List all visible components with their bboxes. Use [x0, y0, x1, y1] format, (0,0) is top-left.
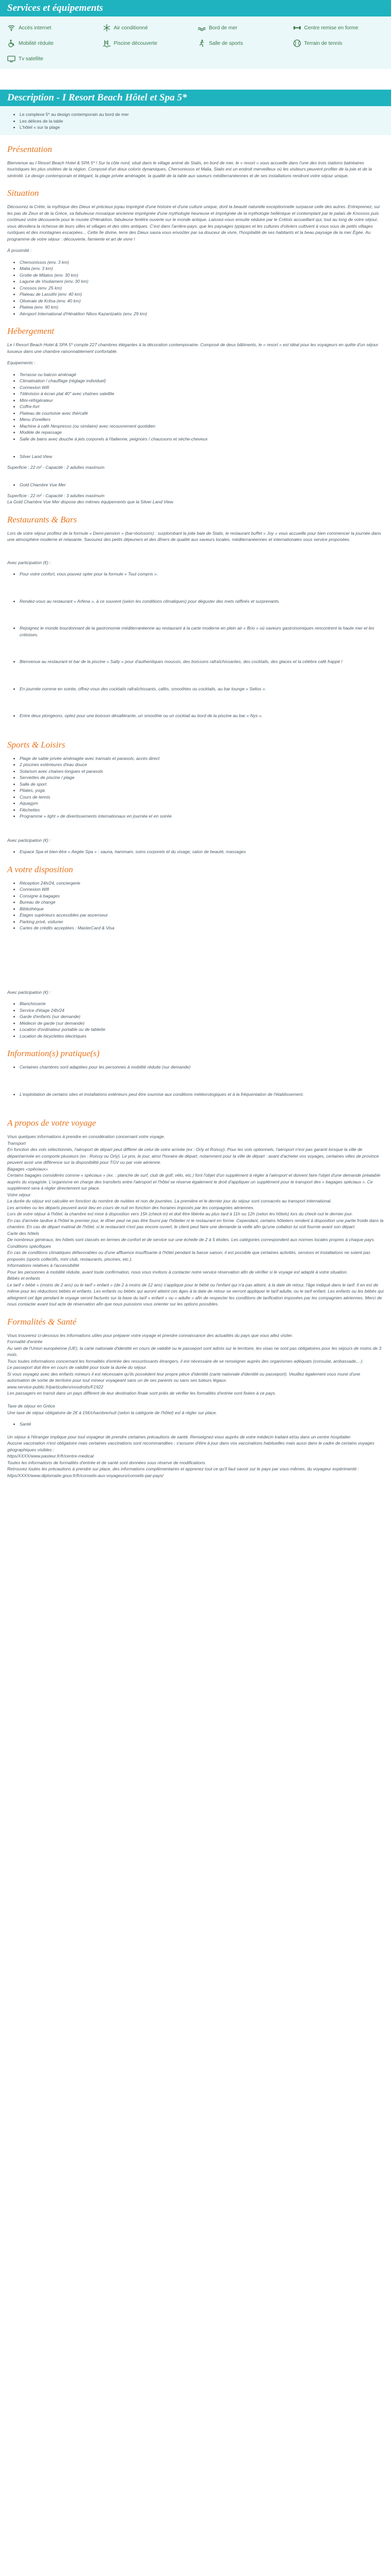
service-label: Centre remise en forme [304, 25, 359, 31]
proximity-label: À proximité : [7, 248, 32, 253]
description-bullet: • L'hôtel « sur la plage [20, 124, 384, 131]
service-label: Air conditionné [113, 25, 148, 31]
restaurant-item: • En journée comme en soirée, offrez-vous des cocktails rafraîchissants, cafés, smoothies ou cocktails, au bar lounge « Selios ». [20, 686, 384, 692]
disposition-item: • Parking privé, voiturier [20, 919, 384, 925]
disposition-list [7, 880, 384, 931]
description-bullets [7, 111, 384, 131]
room-block [7, 482, 384, 505]
disposition-item: • Réception 24h/24, conciergerie [20, 880, 384, 887]
equipement-item: • Terrasse ou balcon aménagé [20, 371, 384, 378]
disposition-item: • Consigne à bagages [20, 893, 384, 900]
formalites-title: Formalités & Santé [7, 1316, 77, 1327]
services-panel [0, 16, 391, 69]
disposition-item: • Cartes de crédits acceptées : MasterCard & Visa [20, 925, 384, 931]
pool-icon [103, 39, 111, 47]
place-item: • Grotte de Milatos (env. 30 km) [20, 272, 384, 279]
service-item [7, 24, 99, 32]
disposition-extra-item: • Garde d'enfants (sur demande) [20, 1013, 384, 1020]
places-list [7, 259, 384, 317]
disposition-extra-item: • Location de bicyclettes électriques [20, 1033, 384, 1040]
wave-icon [198, 24, 206, 32]
restaurant-item: • Entre deux plongeons, optez pour une boisson désaltérante, un smoothie ou un cocktail au bord de la piscine au bar « Nyx ». [20, 713, 384, 719]
room-name: • Gold Chambre Vue Mer [20, 482, 384, 488]
service-item [198, 39, 289, 47]
disposition-extra-item: • Médecin de garde (sur demande) [20, 1020, 384, 1027]
disposition-extra-list [7, 1001, 384, 1039]
infos-list [7, 1064, 384, 1097]
description-bullet: • Les délices de la table [20, 118, 384, 125]
room-name: • Silver Land View [20, 453, 384, 460]
wifi-icon [7, 24, 15, 32]
services-title: Services et équipements [0, 0, 391, 16]
restaurants-text: Lors de votre séjour profitez de la formule « Demi-pension » (bar+boissons) : surplombant la jolie baie de Stalis, le restaurant buffet « Joy » vous accueille pour bien commencer la journée dans une atmosphère moderne et relaxante. Savourez des petits déjeuners et des dîners de qualité aux saveurs locales, méditerranéennes et internationales sous service proposées. [7, 530, 381, 542]
sport-item: • Salle de sport [20, 781, 384, 788]
restaurant-item: • Rejoignez le monde bourdonnant de la gastronomie méditerranéenne au restaurant à la carte moderne en plein air « Brio » où saveurs gastronomiques rencontrent la haute mer et les crétoises. [20, 625, 384, 638]
sport-item: • Aquagym [20, 800, 384, 807]
disposition-item: • Connexion Wifi [20, 886, 384, 893]
info-item: • Certaines chambres sont adaptées pour les personnes à mobilité réduite (sur demande) [20, 1064, 384, 1071]
hebergement-text: Le I Resort Beach Hotel & SPA 5* compte 227 chambres élégantes à la décoration contemporaine. Composé de deux bâtiments, le « resort » est idéal pour les voyageurs en quête d'un séjour luxueux dans une chambre raisonnablement confortable. [7, 342, 379, 354]
formalites-text: Vous trouverez ci-dessous les informations utiles pour préparer votre voyage et prendre connaissance des actualités du pays que vous allez visiter. Formalité d'entrée Au sein de l'Union européenne (UE), la carte nationale d'identité en cours de validité ou le passeport sont admis sur le territoire, les visas ne sont pas obligatoires pour les séjours de moins de 3 mois. Tous toutes informations concernant les formalités d'entrée des ressortissants étrangers, il est nécessaire de se renseigner auprès des organismes adéquats (consulat, ambassade,...). Le passeport doit être en cours de validité pour toute la durée du séjour. Si vous voyagez avec des enfants mineurs il est nécessaire qu'ils possèdent leur propre pièce d'identité (carte nationale d'identité ou passeport). Veuillez également vous munir d'une autorisation de sortie de territoire pour tout mineur voyageant sans un de ses parents ou sans ses tuteurs légaux. www.service-public.fr/particuliers/vosdroits/F1922 Les passagers en transit dans un pays différent de leur destination finale sont priés de vérifier les formalités d'entrée sont fixées à ce pays. Taxe de séjour en Grèce Une taxe de séjour obligatoire de 2€ à 15€/chambre/nuit (selon la catégorie de l'hôtel) est à régler sur place. [7, 1332, 382, 1415]
disposition-item: • Bibliothèque [20, 906, 384, 912]
sport-item: • Plage de sable privée aménagée avec transats et parasols, accès direct [20, 755, 384, 762]
situation-title: Situation [7, 188, 39, 198]
equipement-item: • Modèle de repassage [20, 429, 384, 436]
restaurant-item: • Rendez-vous au restaurant « Arfena », à ce souvent (selon les conditions climatiques) pour déguster des mets raffinés et surprenants. [20, 598, 384, 605]
description-title: Description - I Resort Beach Hôtel et Spa 5* [0, 90, 391, 106]
service-label: Piscine découverte [113, 40, 157, 46]
disposition-extra-item: • Location d'ordinateur portable ou de tablette [20, 1026, 384, 1033]
sports-title: Sports & Loisirs [7, 739, 66, 750]
equipement-item: • Climatisation / chauffage (réglage individuel) [20, 378, 384, 384]
service-label: Accès internet [19, 25, 52, 31]
gym-icon [198, 39, 206, 47]
sport-item: • Cours de tennis [20, 794, 384, 801]
service-label: Tv satellite [19, 56, 43, 62]
equipement-item: • Menu d'oreillers [20, 416, 384, 423]
service-label: Terrain de tennis [304, 40, 343, 46]
place-item: • Malia (env. 3 km) [20, 265, 384, 272]
service-item [103, 24, 194, 32]
equipement-item: • Machine à café Nespresso (ou similaire) avec recouvrement quotidien [20, 423, 384, 430]
restaurants-list [7, 571, 384, 719]
service-item [198, 24, 289, 32]
equipement-item: • Plateau de courtoisie avec thé/café [20, 410, 384, 417]
apropos-title: A propos de votre voyage [7, 1118, 96, 1128]
disposition-extra-item: • Service d'étage 24h/24 [20, 1007, 384, 1014]
presentation-text: Bienvenue au I Resort Beach Hotel & SPA 5* ! Sur la côte nord, situé dans le village animé de Stalis, en bord de mer, le « resort » vous accueille dans l'une des trois stations balnéaires touristiques les plus visitées de la région. Composé d'un doux coloris dynamiques, Chersonissos et Malia, Stalis est un endroit merveilleux où les visiteurs peuvent profiter de la joie et de la sérénité. Le design contemporain et élégant, la plage privée aménagée, la qualité de la table aux saveurs méditerranéennes et de ses installations rendront votre séjour unique. [7, 160, 372, 178]
service-item [293, 24, 384, 32]
sante-label: • Santé [20, 1421, 384, 1428]
description-panel [0, 106, 391, 135]
equipement-item: • Salle de bains avec douche à jets corporels à l'italienne, peignoirs / chaussons et sèche-cheveux [20, 436, 384, 443]
tv-icon [7, 55, 15, 63]
tennis-icon [293, 39, 301, 47]
room-detail: Superficie : 22 m² - Capacité : 2 adultes maximum [7, 464, 105, 470]
sante-text: Un séjour à l'étranger implique pour tout voyageur de prendre certaines précautions de santé. Renseignez-vous auprès de votre médecin traitant et/ou dans un centre hospitalier. Aucune vaccination n'est obligatoire mais certaines vaccinations sont recommandées ; s'assurer d'être à jour dans vos vaccinations habituelles mais aussi dans le cadre de certains voyages géographiques visibles : https/XXXX/www.pasteur.fr/fr/centre-medical Toutes les informations de formalités d'entrée et de santé sont données sous réserve de modifications. Retrouvez toutes les précautions à prendre sur place, des informations complémentaires et apprenez tout ce qu'il faut savoir sur le pays par vous-mêmes, du voyageur expérimenté : https/XXXX/www.diplomatie.gouv.fr/fr/conseils-aux-voyageurs/conseils-par-pays/ [7, 1434, 374, 1478]
place-item: • Chersonissos (env. 3 km) [20, 259, 384, 266]
sport-item: • 2 piscines extérieures d'eau douce [20, 761, 384, 768]
restaurants-extra-label: Avec participation (€) : [7, 560, 51, 565]
place-item: • Cnossos (env. 25 km) [20, 285, 384, 292]
equipement-item: • Connexion Wifi [20, 384, 384, 391]
sports-list [7, 755, 384, 820]
services-grid [7, 24, 384, 63]
service-item [7, 55, 99, 63]
disposition-title: A votre disposition [7, 864, 73, 874]
restaurant-item: • Bienvenue au restaurant et bar de la piscine « Salty » pour d'authentiques moussis, des boissons rafraîchissantes, des cocktails, des glaces et la célèbre café frappé ! [20, 658, 384, 665]
service-label: Salle de sports [209, 40, 243, 46]
sports-extra-label: Avec participation (€) : [7, 837, 51, 843]
sport-item: • Serviettes de piscine / plage [20, 774, 384, 781]
place-item: • Aéroport International d'Héraklion Nikos Kazantzakis (env. 29 km) [20, 311, 384, 317]
place-item: • Plateia (env. 90 km) [20, 304, 384, 311]
info-item: • L'exploitation de certains sites et installations extérieurs peut être soumise aux conditions météorologiques et à la fréquentation de l'établissement. [20, 1091, 384, 1098]
sport-item: • Pilates, yoga [20, 787, 384, 794]
situation-text: Découvrez la Crète, la mythique des Dieux et précieux joyau imprégné d'une histoire et d'une culture unique, dont la beauté naturelle exceptionnelle surpasse celle des autres. Entreprenez, sur les pas de Zeus et de la Grèce, sa fabuleuse mosaïque ancienne imprégnée d'une mythologie heureuse et imprégnée de la mythologie hellénique et contemplant par le palais de Knossos puis continuez votre découverte pour le musée d'Héraklion, fabuleuse fenêtre ouverte sur le monde antique. Laissez-vous ensuite séduire par le Crétois accueillant qui, tout au long de votre séjour, vous dévoilera la richesse de leurs villes et villages et des sites antiques. C'est dans l'arrière-pays, que les paysages typiques et les cultures d'oliviers cultivent à vous sous de petits villages rustiques et des montagnes escarpées... Cette île divine, terre des Dieux saura vous envoûter par sa douceur de vivre, l'hospitalité de ses habitants et la beau paysage de la mer Égée. Au programme de votre séjour : découverte, farniente et art de vivre ! [7, 204, 380, 242]
equipement-item: • Mini-réfrigérateur [20, 397, 384, 404]
equipement-item: • Télévision à écran plat 40" avec chaînes satellite [20, 391, 384, 397]
room-block [7, 453, 384, 470]
disposition-extra-item: • Blanchisserie [20, 1001, 384, 1007]
snowflake-icon [103, 24, 111, 32]
description-bullet: • Le complexe 5* au design contemporain au bord de mer [20, 111, 384, 118]
sport-item: • Solarium avec chaises-longues et parasols [20, 768, 384, 775]
service-label: Mobilité réduite [19, 40, 54, 46]
place-item: • Plateau de Lassithi (env. 40 km) [20, 291, 384, 298]
hebergement-title: Hébergement [7, 326, 54, 336]
sport-item: • Fléchettes [20, 807, 384, 814]
place-item: • Lagune de Vouliameni (env. 30 km) [20, 278, 384, 285]
disposition-item: • Bureau de change [20, 899, 384, 906]
sport-item: • Programme « light » de divertissements internationaux en journée et en soirée [20, 813, 384, 820]
restaurants-title: Restaurants & Bars [7, 514, 77, 524]
disposition-extra-label: Avec participation (€) : [7, 989, 51, 995]
service-item [293, 39, 384, 47]
spa-item: • Espace Spa et bien-être « Aegée Spa » : sauna, hammam, soins corporels et du visage, salon de beauté, massages [20, 849, 384, 855]
apropos-text: Vous quelques informations à prendre en considération concernant votre voyage. Transport En fonction des vols sélectionnés, l'aéroport de départ peut différer de celui de votre arrivée (ex : Orly et Roissy). Pour les vols optionnels, l'aéroport n'est pas garanti lorsque la ville de départ/arrivée en comporte plusieurs (ex : Roissy ou Orly). Le prix, le jour, ainsi l'horaire de départ, notamment pour la ville de départ : avant d'acheter vos voyages, certaines villes de province peuvent avoir une différence sur la disponibilité pour TGV ou par voie aérienne. Bagages «spéciaux» Certains bagages considérés comme « spéciaux » (ex. : planche de surf, club de golf, vélo, etc.) font l'objet d'un supplément à régler à l'aéroport et doivent faire l'objet d'une demande préalable auprès du voyagiste. L'organisme en charge des transferts entre l'aéroport et l'hôtel se réserve également le droit d'appliquer un supplément pour le transport des « bagages spéciaux ». Ce supplément sera à régler directement sur place. Votre séjour La durée du séjour est calculée en fonction du nombre de nuitées et non de journées. La première et le dernier jour du séjour sont consacrés au transport international. Les arrivées ou les départs peuvent avoir lieu en cours de nuit en fonction des horaires imposés par les compagnies aériennes. Lors de votre séjour à l'hôtel, la chambre est mise à disposition vers 15h (check-in) et doit être libérée au plus tard à 11h ou 12h (selon les hôtels) lors du check-out le dernier jour. En cas d'arrivée tardive à l'hôtel le premier jour, le dîner peut ne pas être fourni par l'hôtelier ni le restaurant en forme. Cependant, certains hôteliers rendent à disposition une partie froide dans la chambre. En cas de départ matinal de l'hôtel, si le restaurant n'est pas encore ouvert, le client peut faire une demande la veille afin qu'une collation lui soit fournie avant son départ. Carte des hôtels De nombreux généraux, les hôtels sont classés en termes de confort et de service sur une échelle de 2 à 5 étoiles. Les catégories correspondent aux normes locales propres à chaque pays. Conditions spécifiques En cas de conditions climatiques défavorables ou d'une affluence insuffisante à l'hôtel pendant la basse saison, il est possible que certaines activités, services et installations ne soient pas proposés (sports collectifs, mini club, restaurants, piscines, etc.). Informations relatives à l'accessibilité Pour les personnes à mobilité réduite, avant toute confirmation, nous vous invitons à contacter notre service réservation afin de vérifier si le voyage est adapté à votre situation. Bébés et enfants Le tarif « bébé » (moins de 2 ans) ou le tarif « enfant » (de 2 à moins de 12 ans) s'applique pour le bébé ou l'enfant qui n'a pas atteint, à la date de retour, l'âge indiqué dans le tarif. Il en est de même pour les réductions bébés et enfants. Les enfants ou bébés qui auront atteint ces âges à la date de retour se verront appliquer le tarif adulte, ou le tarif enfant. Les enfants ou les bébés qui atteignent cet âge pendant le voyage seront facturés sur la base du tarif « enfant » ou « adulte » afin de respecter les conditions de tarification imposées par les compagnies aériennes. Merci de nous contacter avant tout acte de réservation afin que nous puissions vous orienter sur les options possibles. [7, 1134, 384, 1307]
service-item [103, 39, 194, 47]
infos-title: Information(s) pratique(s) [7, 1048, 100, 1058]
wheelchair-icon [7, 39, 15, 47]
equipements-list [7, 371, 384, 443]
room-detail: Superficie : 22 m² - Capacité : 3 adultes maximum La Gold Chambre Vue Mer dispose des mêmes équipements que la Silver Land View. [7, 493, 174, 504]
dumbbell-icon [293, 24, 301, 32]
equipements-label: Equipements : [7, 360, 36, 365]
disposition-item: • Étages supérieurs accessibles par ascenseur [20, 912, 384, 919]
service-label: Bord de mer [209, 25, 238, 31]
rooms [7, 453, 384, 505]
equipement-item: • Coffre-fort [20, 403, 384, 410]
presentation-title: Présentation [7, 144, 52, 154]
service-item [7, 39, 99, 47]
place-item: • Oliveraie de Kritsa (env. 40 km) [20, 298, 384, 304]
restaurant-item: • Pour votre confort, vous pouvez opter pour la formule « Tout compris ». [20, 571, 384, 578]
